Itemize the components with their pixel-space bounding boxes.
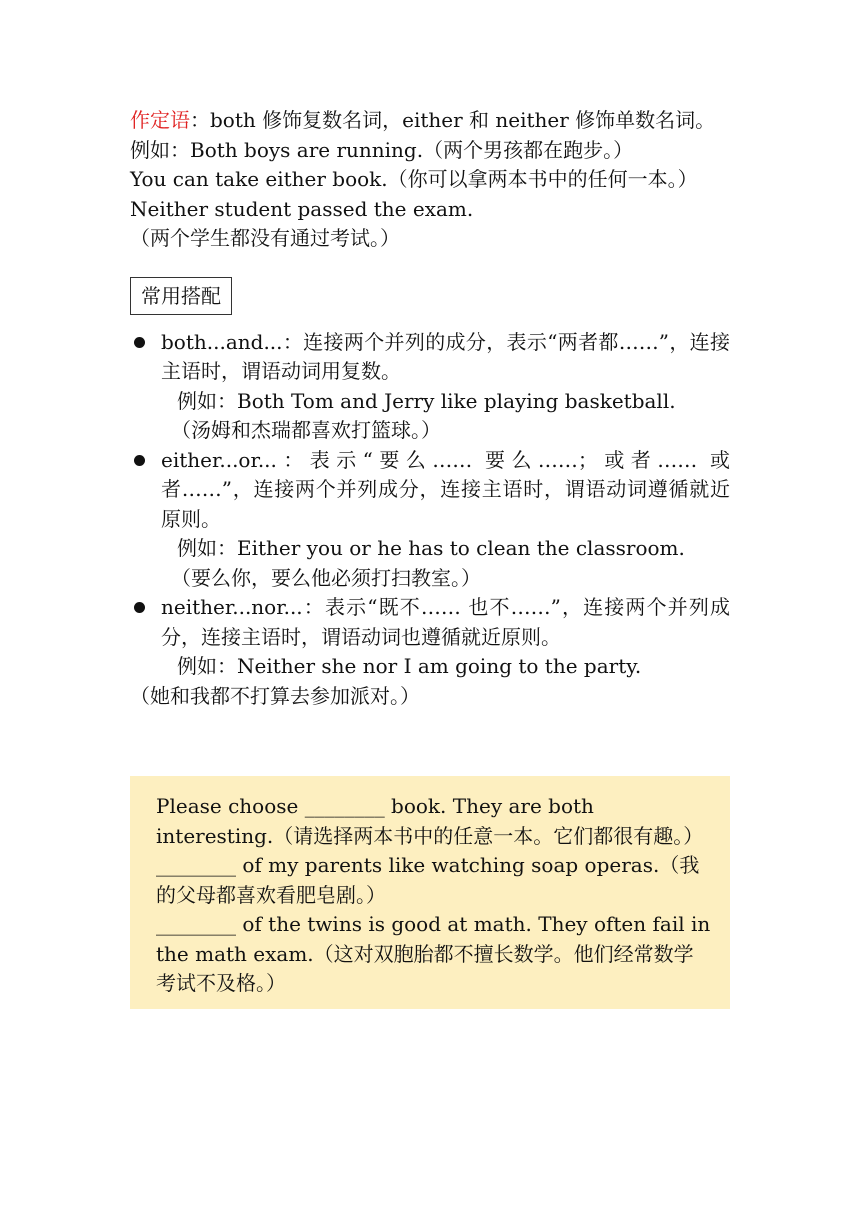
bullet-example: 例如：Both Tom and Jerry like playing basketball. — [177, 388, 676, 413]
intro-example-2: You can take either book.（你可以拿两本书中的任何一本。） — [130, 167, 698, 191]
intro-example-3-translation: （两个学生都没有通过考试。） — [130, 226, 400, 250]
intro-text: ：both 修饰复数名词，either 和 neither 修饰单数名词。 — [190, 108, 716, 132]
exercise-item: Please choose ________ book. They are both interesting.（请选择两本书中的任意一本。它们都很有趣。） — [156, 794, 704, 848]
intro-example-1: 例如：Both boys are running.（两个男孩都在跑步。） — [130, 137, 634, 162]
bullet-example: 例如：Neither she nor I am going to the party. — [177, 654, 642, 678]
bullet-dot-icon — [134, 455, 145, 466]
bullet-translation: （要么你，要么他必须打扫教室。） — [171, 565, 481, 590]
section-label-box: 常用搭配 — [130, 277, 232, 315]
exercise-item: ________ of my parents like watching soap operas.（我的父母都喜欢看肥皂剧。） — [156, 853, 700, 907]
bullet-dot-icon — [134, 337, 145, 348]
bullet-translation: （汤姆和杰瑞都喜欢打篮球。） — [171, 418, 441, 442]
bullet-item — [130, 446, 730, 535]
bullet-item — [130, 328, 730, 387]
bullet-translation: （她和我都不打算去参加派对。） — [130, 683, 420, 708]
bullet-text: both...and...：连接两个并列的成分，表示“两者都……”，连接主语时，谓语动词用复数。 — [161, 329, 730, 383]
intro-label: 作定语 — [130, 108, 190, 132]
bullet-text: neither...nor...：表示“既不…… 也不……”，连接两个并列成分，连接主语时，谓语动词也遵循就近原则。 — [161, 595, 730, 649]
intro-paragraph — [130, 106, 730, 136]
bullet-dot-icon — [134, 602, 145, 613]
grammar-notes — [130, 106, 730, 711]
intro-example-3: Neither student passed the exam. — [130, 196, 474, 221]
bullet-text: either...or...：表示“要么…… 要么……；或者…… 或者……”，连接两个并列成分，连接主语时，谓语动词遵循就近原则。 — [161, 447, 730, 531]
exercise-item: ________ of the twins is good at math. They often fail in the math exam.（这对双胞胎都不擅长数学。他们经常数学考试不及格。） — [156, 912, 711, 995]
bullet-example: 例如：Either you or he has to clean the classroom. — [177, 536, 685, 560]
bullet-item — [130, 593, 730, 652]
exercise-box — [130, 776, 730, 1009]
